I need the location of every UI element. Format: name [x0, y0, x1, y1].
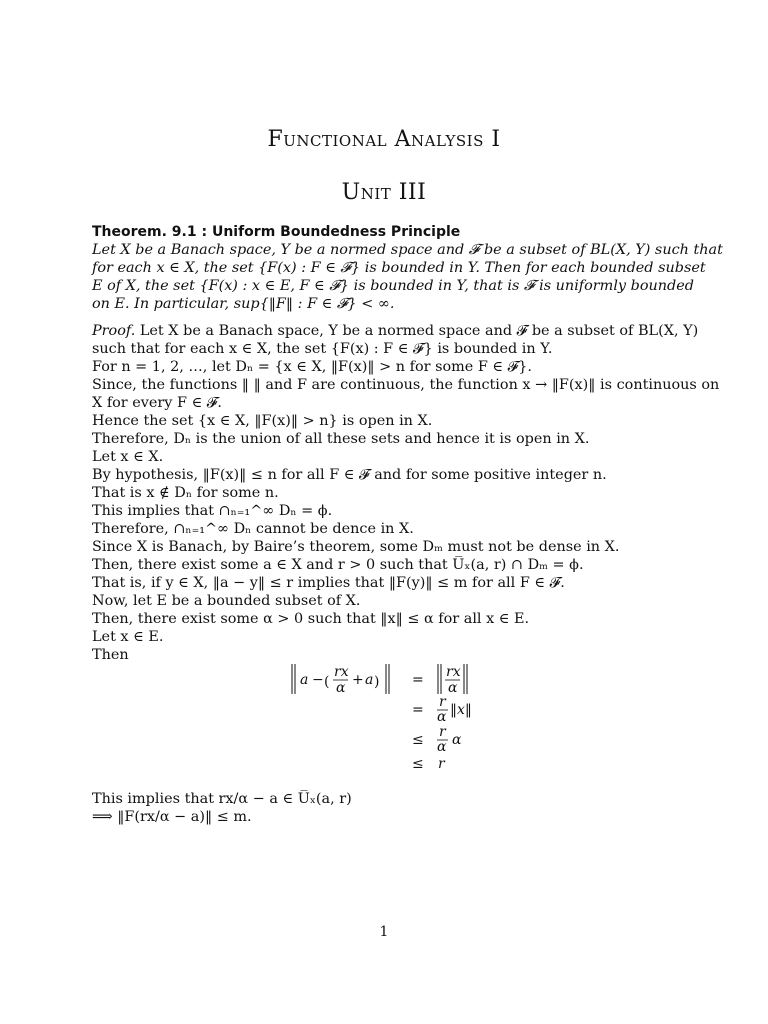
proof-line: Since, the functions ‖ ‖ and F are continuous, the function x → ‖F(x)‖ is continuous on — [92, 377, 720, 393]
proof-line: That is, if y ∈ X, ‖a − y‖ ≤ r implies that ‖F(y)‖ ≤ m for all F ∈ 𝓕. — [92, 575, 565, 591]
svg-text:α: α — [452, 732, 462, 748]
svg-text:r: r — [439, 724, 446, 740]
proof-line: Then — [92, 647, 129, 663]
proof-line: Then, there exist some a ∈ X and r > 0 such that U̅ₓ(a, r) ∩ Dₘ = ϕ. — [92, 557, 584, 573]
unit-heading: Unit III — [341, 180, 427, 205]
proof-line: Hence the set {x ∈ X, ‖F(x)‖ > n} is open in X. — [92, 413, 433, 429]
proof-line: For n = 1, 2, …, let Dₙ = {x ∈ X, ‖F(x)‖ > n for some F ∈ 𝓕}. — [92, 359, 532, 375]
proof-line: Let x ∈ X. — [92, 449, 164, 465]
theorem-line: Let X be a Banach space, Y be a normed space and 𝓕 be a subset of BL(X, Y) such that — [92, 242, 723, 258]
eq-rhs: r — [438, 756, 445, 772]
proof-line: That is x ∉ Dₙ for some n. — [92, 485, 279, 501]
proof-line: Since X is Banach, by Baire’s theorem, some Dₘ must not be dense in X. — [92, 539, 620, 555]
proof-line: such that for each x ∈ X, the set {F(x) : F ∈ 𝓕} is bounded in Y. — [92, 341, 553, 357]
svg-text:r: r — [439, 694, 446, 710]
eq-relation: ≤ — [412, 756, 424, 772]
svg-text:α: α — [448, 680, 458, 696]
svg-text:+: + — [352, 672, 364, 688]
svg-text:(: ( — [324, 674, 330, 690]
svg-text:a: a — [300, 672, 309, 688]
display-equation — [288, 662, 528, 774]
svg-text:a: a — [365, 672, 374, 688]
theorem-heading: Theorem. 9.1 : Uniform Boundedness Principle — [92, 224, 461, 240]
document-title: Functional Analysis I — [267, 127, 501, 152]
proof-line: Now, let E be a bounded subset of X. — [92, 593, 361, 609]
theorem-line: for each x ∈ X, the set {F(x) : F ∈ 𝓕} is bounded in Y. Then for each bounded subset — [92, 260, 706, 276]
proof-label: Proof. — [92, 323, 136, 339]
proof-line: Therefore, ∩ₙ₌₁^∞ Dₙ cannot be dence in X. — [92, 521, 414, 537]
page-number: 1 — [379, 924, 389, 940]
proof-first-line — [92, 322, 698, 340]
svg-text:rx: rx — [334, 664, 349, 680]
svg-text:α: α — [437, 709, 447, 725]
svg-text:α: α — [437, 739, 447, 755]
proof-line: Then, there exist some α > 0 such that ‖x‖ ≤ α for all x ∈ E. — [92, 611, 530, 627]
theorem-line: E of X, the set {F(x) : x ∈ E, F ∈ 𝓕} is bounded in Y, that is 𝓕 is uniformly bounded — [92, 278, 694, 294]
proof-line: By hypothesis, ‖F(x)‖ ≤ n for all F ∈ 𝓕 and for some positive integer n. — [92, 467, 607, 483]
proof-line: Let x ∈ E. — [92, 629, 164, 645]
equation-row-1-rhs — [438, 664, 467, 696]
eq-relation: = — [412, 672, 424, 688]
svg-text:α: α — [336, 680, 346, 696]
equation-lhs — [292, 664, 389, 696]
svg-text:‖x‖: ‖x‖ — [450, 702, 472, 718]
proof-line: This implies that ∩ₙ₌₁^∞ Dₙ = ϕ. — [92, 503, 333, 519]
proof-line: This implies that rx/α − a ∈ U̅ₓ(a, r) — [92, 791, 352, 807]
svg-text:rx: rx — [446, 664, 461, 680]
proof-line: X for every F ∈ 𝓕. — [92, 395, 222, 411]
svg-text:−: − — [312, 672, 324, 688]
eq-relation: ≤ — [412, 732, 424, 748]
svg-text:): ) — [374, 674, 380, 690]
theorem-line: on E. In particular, sup{‖F‖ : F ∈ 𝓕} < ∞. — [92, 296, 395, 312]
eq-relation: = — [412, 702, 424, 718]
proof-text: Let X be a Banach space, Y be a normed space and 𝓕 be a subset of BL(X, Y) — [139, 323, 699, 339]
proof-line: Therefore, Dₙ is the union of all these sets and hence it is open in X. — [92, 431, 590, 447]
equation-row-2-rhs — [437, 694, 472, 725]
equation-row-3-rhs — [437, 724, 462, 755]
proof-line: ⟹ ‖F(rx/α − a)‖ ≤ m. — [92, 809, 252, 825]
